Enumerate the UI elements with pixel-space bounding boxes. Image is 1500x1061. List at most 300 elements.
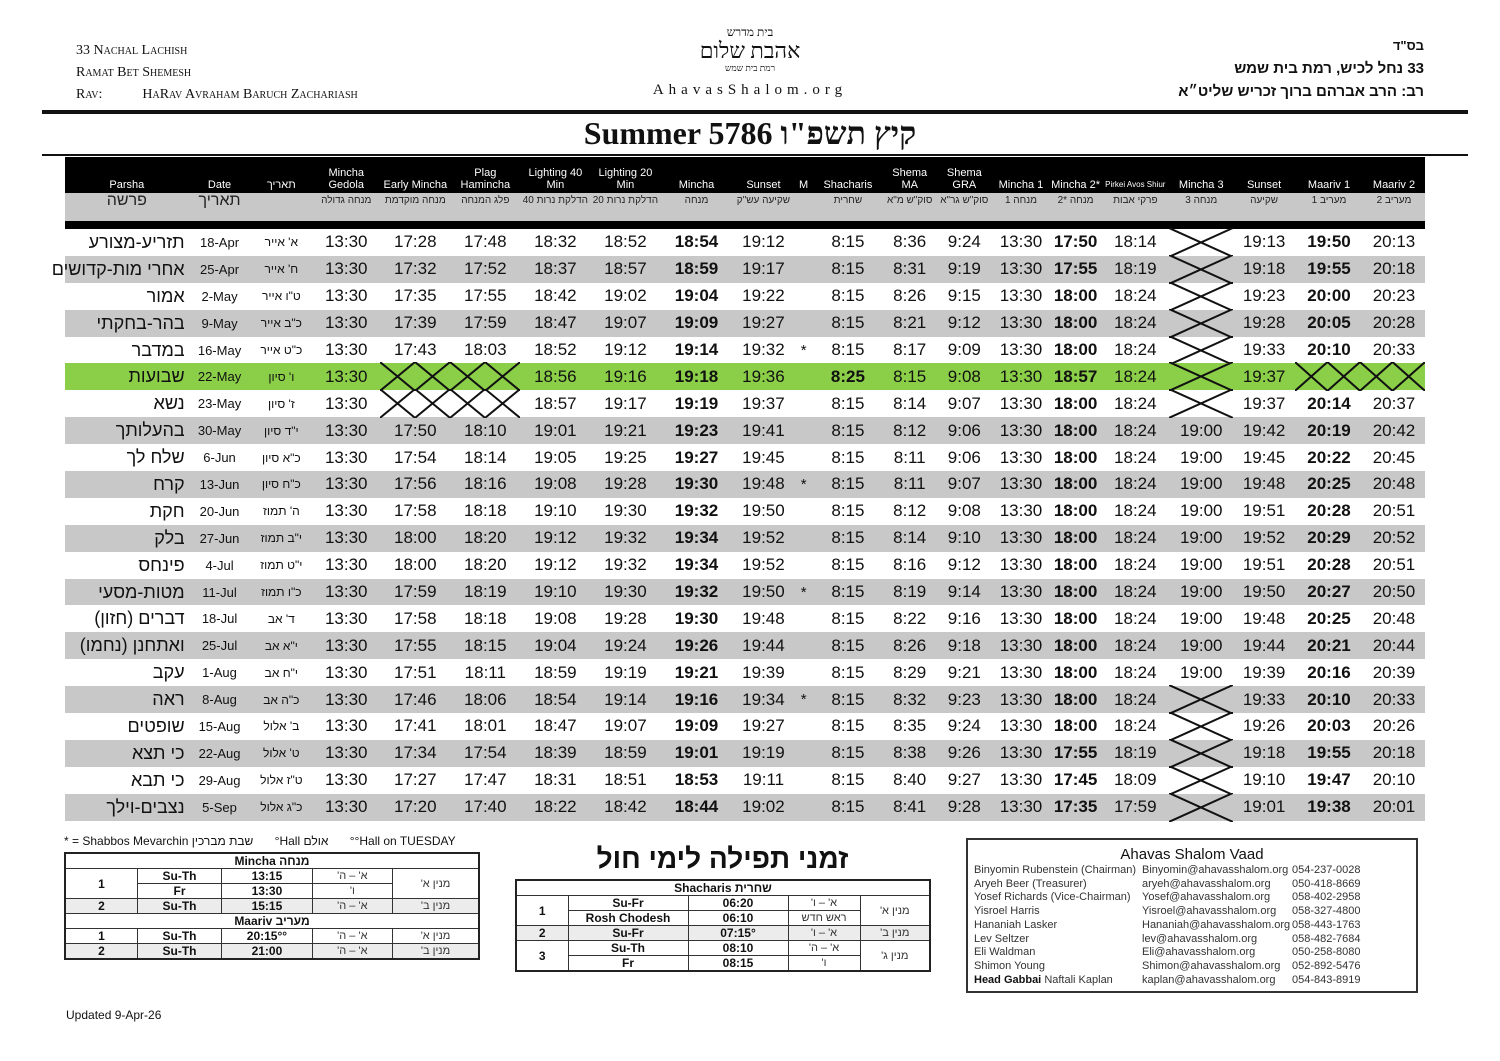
schedule-row [65,337,1425,364]
days: Su-Th [137,899,221,914]
cell-em: 17:59 [380,579,450,606]
cell-sunset: 19:39 [1242,662,1286,682]
cell-plag: 18:20 [450,525,520,552]
cell-ma: 8:14 [883,525,937,552]
cell-pa: 18:24 [1114,716,1157,736]
cell-m1: 13:30 [992,794,1050,821]
cell-sunset: 19:51 [1242,555,1286,575]
section-title: Shacharis שחרית [516,880,930,896]
member-phone: 058-402-2958 [1292,891,1361,904]
cell-gra: 9:16 [947,608,981,628]
cell-m1: 13:30 [999,286,1043,306]
cell-date: 8-Aug [189,686,251,713]
column-header: Mincha 1 [992,157,1050,193]
cell-date: 22-Aug [189,740,251,767]
cell-sunset: 19:37 [1242,393,1286,413]
cell-mv2: 20:33 [1363,686,1425,713]
cell-em: 17:58 [394,501,437,521]
cell-m2: 18:00 [1050,686,1102,713]
member-phone: 050-258-8080 [1292,946,1361,959]
crossed-out-icon [1169,309,1233,338]
cell-em: 17:41 [394,716,437,736]
cell-ma: 8:29 [893,662,927,682]
time-row [65,944,479,960]
cell-m: * [794,471,813,498]
cell-gra: 9:08 [947,501,981,521]
cell-l20: 19:07 [604,716,647,736]
no-service-cell [1295,363,1425,390]
days: Su-Th [568,941,688,956]
cell-mincha: 19:01 [660,740,732,767]
member-name: Lev Seltzer [974,932,1030,945]
cell-l20: 19:19 [604,662,647,682]
member-name: Aryeh Beer (Treasurer) [974,877,1087,890]
cell-sunset: 19:33 [1242,340,1286,359]
cell-l40: 19:04 [520,632,590,659]
address-line2: Ramat Bet Shemesh [76,65,192,80]
cell-plag: 17:59 [450,310,520,337]
member-email[interactable]: Eli@ahavasshalom.org [1142,946,1256,959]
crossed-out-icon [1169,255,1233,284]
cell-sunset: 19:13 [1242,232,1286,252]
cell-l20: 19:32 [604,555,647,575]
cell-mv2: 20:42 [1363,417,1425,444]
cell-mv2: 20:01 [1363,794,1425,821]
cell-m2: 18:00 [1050,417,1102,444]
vaad-member [974,905,1410,919]
cell-date: 18-Apr [200,234,240,250]
cell-ma: 8:16 [893,555,927,575]
cell-sunset: 19:48 [1233,471,1295,498]
cell-m [794,632,813,659]
cell-mv2: 20:18 [1363,256,1425,283]
member-phone: 058-443-1763 [1292,918,1361,931]
cell-m1: 13:30 [999,608,1043,628]
cell-m2: 18:00 [1053,340,1098,359]
cell-m1: 13:30 [992,632,1050,659]
cell-m1: 13:30 [999,232,1043,252]
cell-mg: 13:30 [312,740,380,767]
cell-l20: 18:59 [590,740,660,767]
cell-mincha: 19:30 [674,608,719,628]
cell-mg: 13:30 [324,286,368,306]
cell-mv1: 19:55 [1295,256,1363,283]
crossed-out-icon [1169,685,1233,714]
cell-mg: 13:30 [324,340,368,359]
no-service-cell [1169,390,1233,417]
cell-m [794,498,813,525]
cell-sunset: 19:01 [1233,794,1295,821]
member-email[interactable]: Hananiah@ahavasshalom.org [1142,918,1291,931]
time: 06:10 [688,911,788,926]
cell-l40: 18:52 [534,340,577,359]
cell-pa: 18:24 [1101,525,1169,552]
cell-m1: 13:30 [999,662,1043,682]
cell-plag: 18:19 [450,579,520,606]
cell-sunset: 19:18 [1233,740,1295,767]
cell-m2: 18:00 [1053,447,1098,467]
cell-heb: ט"ו אייר [261,289,301,304]
column-header-hebrew: פרשה [65,193,189,221]
cell-m [794,283,813,310]
cell-em: 17:50 [380,417,450,444]
cell-date: 16-May [197,342,242,358]
no-service-cell [380,390,520,417]
crossed-out-icon [1169,793,1233,822]
cell-m3: 19:00 [1169,471,1233,498]
column-header-hebrew [250,193,312,221]
minyan-number: 1 [65,929,137,944]
cell-sunset_fri: 19:50 [742,501,785,521]
minyan-number: 2 [65,944,137,960]
cell-shach: 8:15 [831,608,865,628]
hebrew-days: א' – ה' [312,869,392,884]
cell-heb: י"ד סיון [250,417,312,444]
cell-ma: 8:35 [893,716,927,736]
address-english [76,40,358,106]
days: Su-Th [137,944,221,960]
member-email[interactable]: Yisroel@ahavasshalom.org [1142,905,1277,918]
cell-date: 22-May [189,363,251,390]
cell-ma: 8:26 [883,632,937,659]
cell-m2: 18:00 [1053,662,1098,682]
cell-m2: 18:00 [1053,716,1098,736]
cell-m [794,659,813,686]
column-header-hebrew: סוק"ש גר"א [937,193,993,221]
cell-plag: 18:20 [464,555,507,575]
cell-mincha: 18:59 [660,256,732,283]
cell-pa: 18:24 [1114,501,1157,521]
cell-mincha: 19:32 [660,579,732,606]
cell-l40: 18:47 [520,310,590,337]
member-email[interactable]: lev@ahavasshalom.org [1142,932,1258,945]
member-email[interactable]: aryeh@ahavasshalom.org [1142,877,1271,890]
cell-shach: 8:15 [813,579,883,606]
cell-l20: 19:28 [590,471,660,498]
cell-plag: 18:10 [450,417,520,444]
cell-heb: ב' אלול [263,719,300,734]
column-header-hebrew: מנחה מוקדמת [380,193,450,221]
cell-m2: 18:00 [1050,471,1102,498]
cell-l20: 19:17 [604,393,647,413]
cell-mg: 13:30 [324,770,368,790]
cell-sunset_fri: 19:45 [742,447,785,467]
cell-mg: 13:30 [312,363,380,390]
cell-gra: 9:06 [937,417,993,444]
minyan-hebrew: מנין א' [393,869,479,899]
column-header: Mincha Gedola [312,157,380,193]
cell-heb: ד' אב [267,611,295,626]
cell-ma: 8:17 [893,340,927,359]
cell-date: 9-May [189,310,251,337]
minyan-number: 1 [65,869,137,899]
cell-ma: 8:12 [883,417,937,444]
cell-m2: 18:00 [1050,632,1102,659]
time: 13:30 [222,884,312,899]
schedule-row [65,310,1425,337]
no-service-cell [1169,686,1233,713]
cell-mincha: 18:53 [674,770,719,790]
legend-notes [64,834,474,848]
member-email[interactable]: Shimon@ahavasshalom.org [1142,959,1281,972]
cell-mv2: 20:44 [1363,632,1425,659]
cell-l40: 19:08 [534,608,577,628]
cell-mv2: 20:52 [1363,525,1425,552]
cell-em: 17:51 [394,662,437,682]
cell-date: 29-Aug [198,772,241,788]
cell-pa: 18:24 [1101,686,1169,713]
cell-sunset_fri: 19:12 [742,232,785,252]
cell-mincha: 18:54 [674,232,719,252]
minyan-number: 1 [516,896,568,926]
cell-heb: ט' אלול [250,740,312,767]
cell-m2: 18:00 [1053,393,1098,413]
cell-pa: 18:14 [1114,232,1157,252]
cell-mv2: 20:18 [1363,740,1425,767]
cell-sunset: 19:45 [1242,447,1286,467]
cell-gra: 9:21 [947,662,981,682]
rav-hebrew-line: רב: הרב אברהם ברוך זכריש שליט״א [1178,83,1424,100]
days: Su-Th [137,929,221,944]
no-service-cell [1169,713,1233,740]
cell-parsha: שופטים [127,715,185,736]
cell-em: 17:20 [380,794,450,821]
cell-sunset_fri: 19:37 [742,393,785,413]
cell-l20: 19:25 [604,447,647,467]
cell-mv1: 20:16 [1307,662,1351,682]
minyan-hebrew: מנין ב' [860,926,930,941]
cell-m1: 13:30 [992,417,1050,444]
cell-parsha: נשא [153,393,185,414]
cell-mincha: 19:27 [674,447,719,467]
cell-m: * [794,579,813,606]
cell-mincha: 19:34 [674,555,719,575]
cell-m3: 19:00 [1169,579,1233,606]
cell-ma: 8:19 [883,579,937,606]
cell-em: 17:32 [380,256,450,283]
time-row [65,929,479,944]
cell-sunset_fri: 19:52 [733,525,795,552]
minyan-number: 2 [516,926,568,941]
rav-name: HaRav Avraham Baruch Zachariash [142,87,358,102]
cell-ma: 8:31 [883,256,937,283]
cell-mv2: 20:37 [1372,393,1416,413]
cell-ma: 8:12 [893,501,927,521]
cell-sunset: 19:48 [1242,608,1286,628]
cell-sunset_fri: 19:22 [742,286,785,306]
member-name: Hananiah Lasker [974,918,1058,931]
cell-shach: 8:15 [831,716,865,736]
cell-shach: 8:15 [813,525,883,552]
days: Fr [137,884,221,899]
header-row-english [65,157,1425,193]
vaad-member [974,878,1410,892]
cell-shach: 8:25 [813,363,883,390]
updated-date: Updated 9-Apr-26 [66,1008,162,1022]
column-header: Lighting 20 Min [590,157,660,193]
cell-pa: 18:24 [1101,471,1169,498]
cell-m1: 13:30 [992,579,1050,606]
cell-l40: 18:42 [534,286,577,306]
cell-l40: 19:10 [534,501,577,521]
hebrew-days: ו' [312,884,392,899]
cell-mv1: 19:38 [1295,794,1363,821]
website-link[interactable]: AhavasShalom.org [652,82,848,98]
logo-line3: רמת בית שמש [724,63,775,73]
cell-mv1: 20:19 [1295,417,1363,444]
cell-m [794,794,813,821]
days: Su-Th [137,869,221,884]
shacharis-table [515,879,931,972]
cell-ma: 8:32 [883,686,937,713]
schedule-row [65,363,1425,390]
cell-m1: 13:30 [999,716,1043,736]
member-name: Naftali Kaplan [1044,973,1113,986]
cell-shach: 8:15 [831,393,865,413]
member-email[interactable]: kaplan@ahavasshalom.org [1142,973,1276,986]
cell-plag: 17:40 [450,794,520,821]
vaad-member [974,891,1410,905]
cell-m [794,605,813,632]
cell-parsha: דברים (חזון) [94,608,185,629]
cell-date: 11-Jul [189,579,251,606]
cell-heb: כ"ג אלול [250,794,312,821]
cell-ma: 8:15 [883,363,937,390]
cell-shach: 8:15 [831,555,865,575]
cell-mv1: 19:47 [1307,770,1351,790]
cell-mincha: 19:18 [660,363,732,390]
cell-gra: 9:08 [937,363,993,390]
cell-m2: 17:55 [1050,740,1102,767]
cell-l40: 18:32 [534,232,577,252]
no-service-cell [1169,740,1233,767]
minyan-hebrew: מנין ב' [393,899,479,914]
cell-sunset: 19:50 [1233,579,1295,606]
hebrew-days: א' – ה' [312,899,392,914]
cell-parsha: בהר-בחקתי [65,310,189,337]
cell-mv1: 20:25 [1307,608,1351,628]
cell-sunset: 19:23 [1242,286,1286,306]
cell-pa: 18:24 [1114,662,1157,682]
cell-m1: 13:30 [999,447,1043,467]
cell-mv1: 20:22 [1307,447,1351,467]
hebrew-days: א' – ה' [312,929,392,944]
cell-ma: 8:40 [893,770,927,790]
time: 21:00 [222,944,312,960]
member-email[interactable]: Yosef@ahavasshalom.org [1142,891,1271,904]
cell-l40: 18:47 [534,716,577,736]
column-header-hebrew: מנחה 1 [992,193,1050,221]
vaad-member [974,919,1410,933]
cell-pa: 18:09 [1114,770,1157,790]
cell-l20: 19:14 [590,686,660,713]
crossed-out-icon [1169,389,1233,418]
column-header-hebrew: פרקי אבות [1101,193,1169,221]
cell-pa: 18:19 [1101,256,1169,283]
cell-m2: 17:35 [1050,794,1102,821]
cell-m1: 13:30 [992,256,1050,283]
cell-gra: 9:12 [937,310,993,337]
cell-l20: 19:21 [590,417,660,444]
cell-mv2: 20:26 [1372,716,1416,736]
cell-l20: 19:30 [604,501,647,521]
cell-parsha: קרח [65,471,189,498]
cell-em: 17:34 [380,740,450,767]
cell-m [794,310,813,337]
cell-l20: 19:07 [590,310,660,337]
member-email[interactable]: Binyomin@ahavasshalom.org [1142,864,1289,876]
cell-mv1: 20:27 [1295,579,1363,606]
cell-m [794,552,813,579]
cell-m3: 19:00 [1179,555,1223,575]
cell-plag: 17:55 [464,286,507,306]
days: Rosh Chodesh [568,911,688,926]
cell-heb: ה' תמוז [262,504,300,519]
cell-gra: 9:07 [937,471,993,498]
header-divider [42,110,1468,114]
member-phone: 052-892-5476 [1292,959,1361,972]
cell-gra: 9:27 [947,770,981,790]
cell-shach: 8:15 [831,662,865,682]
column-header-hebrew: מעריב 2 [1363,193,1425,221]
cell-m [794,229,813,256]
no-service-cell [1169,794,1233,821]
cell-mincha: 19:26 [660,632,732,659]
schedule-table [51,157,1425,821]
cell-plag: 18:06 [450,686,520,713]
cell-m2: 17:55 [1050,256,1102,283]
time-row [516,896,930,911]
no-service-cell [380,363,520,390]
cell-l40: 19:08 [520,471,590,498]
cell-l40: 19:10 [520,579,590,606]
cell-heb: כ"ו תמוז [250,579,312,606]
cell-em: 17:56 [380,471,450,498]
address-line1: 33 Nachal Lachish [76,43,188,58]
cell-l20: 18:42 [590,794,660,821]
cell-sunset: 19:18 [1233,256,1295,283]
cell-date: 5-Sep [189,794,251,821]
cell-shach: 8:15 [831,447,865,467]
column-header-hebrew: הדלקת נרות 40 [520,193,590,221]
schedule-row [65,713,1425,740]
cell-l20: 19:12 [604,340,647,359]
cell-sunset_fri: 19:36 [733,363,795,390]
cell-em: 17:55 [380,632,450,659]
address-hebrew-line: 33 נחל לכיש, רמת בית שמש [1234,60,1424,77]
cell-l40: 18:31 [534,770,577,790]
cell-sunset: 19:10 [1242,770,1286,790]
logo [600,26,900,99]
cell-mv2: 20:39 [1372,662,1416,682]
time-row [65,899,479,914]
cell-mv1: 20:28 [1307,501,1351,521]
cell-mincha: 19:21 [674,662,719,682]
cell-parsha: ואתחנן (נחמו) [65,632,189,659]
cell-shach: 8:15 [813,310,883,337]
cell-sunset_fri: 19:52 [742,555,785,575]
cell-gra: 9:10 [937,525,993,552]
hebrew-days: א' – ו' [788,896,860,911]
cell-heb: א' אייר [264,235,299,250]
schedule-row [65,632,1425,659]
cell-date: 20-Jun [199,503,240,519]
cell-l40: 19:05 [534,447,577,467]
cell-m [794,713,813,740]
note-shabbos-mevarchin: * = Shabbos Mevarchin שבת מברכין [64,834,254,848]
cell-parsha: שבועות [65,363,189,390]
cell-parsha: חקת [149,500,185,521]
